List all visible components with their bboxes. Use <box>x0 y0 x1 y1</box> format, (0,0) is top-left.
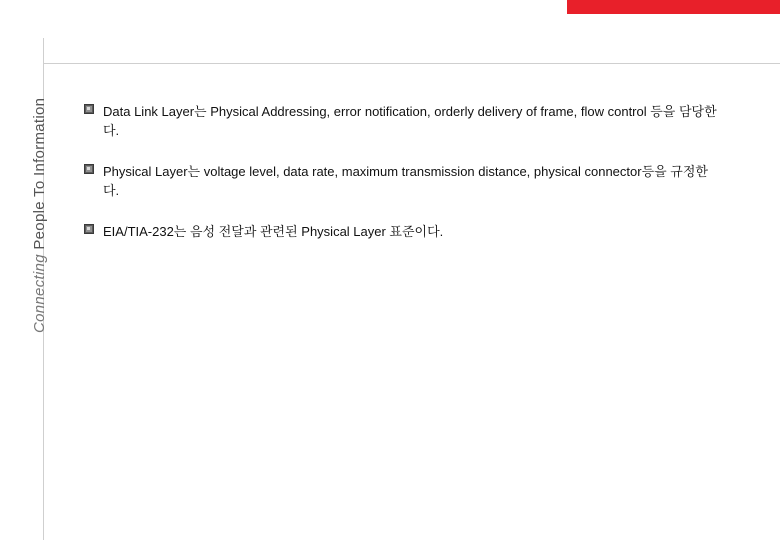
square-bullet-icon <box>84 104 94 114</box>
header-accent-bar <box>567 0 780 14</box>
square-bullet-icon <box>84 224 94 234</box>
bullet-text: Data Link Layer는 Physical Addressing, error notification, orderly delivery of frame, flow control 등을 담당한다. <box>103 104 717 138</box>
side-tagline-emphasis: Connecting <box>31 254 48 333</box>
horizontal-divider <box>43 63 780 64</box>
bullet-list <box>84 102 724 263</box>
bullet-item-eia-tia-232 <box>84 222 724 241</box>
bullet-item-data-link-layer <box>84 102 724 140</box>
bullet-text: Physical Layer는 voltage level, data rate, maximum transmission distance, physical connector등을 규정한다. <box>103 164 708 198</box>
square-bullet-icon <box>84 164 94 174</box>
side-tagline-rest: People To Information <box>31 97 48 255</box>
side-tagline <box>31 0 48 333</box>
bullet-text: EIA/TIA-232는 음성 전달과 관련된 Physical Layer 표준이다. <box>103 224 444 239</box>
bullet-item-physical-layer <box>84 162 724 200</box>
